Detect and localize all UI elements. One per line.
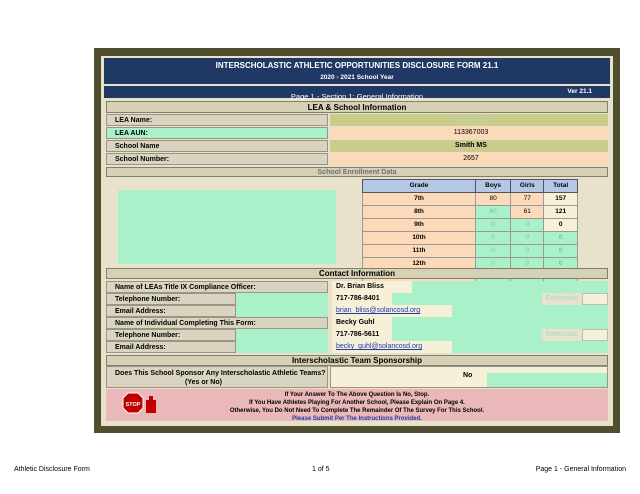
- boys-cell[interactable]: 80: [476, 193, 511, 206]
- grade-cell: 8th: [363, 206, 476, 219]
- col-total: Total: [544, 180, 578, 193]
- table-row: [363, 219, 578, 232]
- note-submit: Please Submit Per The Instructions Provided.: [292, 416, 422, 422]
- girls-cell[interactable]: 77: [511, 193, 544, 206]
- footer-right: Page 1 - General Information: [535, 466, 626, 473]
- total-cell: 121: [544, 206, 578, 219]
- col-boys: Boys: [476, 180, 511, 193]
- col-grade: Grade: [363, 180, 476, 193]
- boys-cell[interactable]: 0: [476, 245, 511, 258]
- school-name-field[interactable]: [330, 140, 608, 152]
- total-cell: 157: [544, 193, 578, 206]
- table-row: [363, 232, 578, 245]
- phone2-spacer: [236, 329, 328, 341]
- enrollment-blank-area: [118, 190, 336, 264]
- note-stop: If Your Answer To The Above Question Is No, Stop.: [284, 392, 430, 398]
- email2-label: Email Address:: [106, 341, 236, 353]
- sponsorship-question-text: Does This School Sponsor Any Interscholastic Athletic Teams?: [115, 370, 326, 377]
- version-label: Ver 21.1: [567, 88, 592, 95]
- phone2-label: Telephone Number:: [106, 329, 236, 341]
- stop-sign-text: STOP: [125, 402, 141, 408]
- girls-cell[interactable]: 0: [511, 232, 544, 245]
- email1-highlight: [452, 305, 608, 317]
- phone1-spacer: [236, 293, 328, 305]
- email2-spacer: [236, 341, 328, 353]
- note-no-need: Otherwise, You Do Not Need To Complete The Remainder Of The Survey For This School.: [229, 408, 485, 414]
- page-section-title: Page 1 - Section 1: General Information: [290, 92, 424, 101]
- form-title: INTERSCHOLASTIC ATHLETIC OPPORTUNITIES DISCLOSURE FORM 21.1: [215, 61, 499, 70]
- grade-cell: 10th: [363, 232, 476, 245]
- sponsorship-question: [106, 366, 328, 388]
- ext2-field[interactable]: [582, 329, 608, 341]
- total-cell: 0: [544, 232, 578, 245]
- answer-highlight: [487, 373, 607, 387]
- table-row: [363, 206, 578, 219]
- phone1-value: 717-786-8401: [336, 295, 380, 302]
- officer-label: Name of LEAs Title IX Compliance Officer:: [106, 281, 328, 293]
- phone2-value: 717-786-5611: [336, 331, 380, 338]
- grade-cell: 12th: [363, 258, 476, 271]
- school-name-value: Smith MS: [455, 142, 487, 149]
- lea-name-field[interactable]: [330, 114, 608, 126]
- enrollment-heading: School Enrollment Data: [106, 167, 608, 177]
- school-number-label: School Number:: [106, 153, 328, 165]
- title-band: [104, 58, 610, 84]
- section-band: [104, 86, 610, 101]
- grade-cell: 7th: [363, 193, 476, 206]
- lea-aun-value: 113367003: [453, 129, 489, 136]
- school-number-value: 2657: [463, 155, 479, 162]
- lea-aun-label: LEA AUN:: [106, 127, 328, 139]
- lea-aun-field[interactable]: [330, 127, 608, 139]
- lea-name-value: Solanco SD: [452, 116, 490, 123]
- girls-cell[interactable]: 0: [511, 258, 544, 271]
- phone2-highlight: [392, 329, 542, 341]
- girls-cell[interactable]: 61: [511, 206, 544, 219]
- boys-cell[interactable]: 0: [476, 258, 511, 271]
- sponsorship-heading: Interscholastic Team Sponsorship: [106, 355, 608, 366]
- school-year: 2020 - 2021 School Year: [320, 74, 394, 81]
- stop-notice: [106, 389, 608, 421]
- school-number-field[interactable]: [330, 153, 608, 165]
- footer-left: Athletic Disclosure Form: [14, 466, 90, 473]
- sponsorship-answer-field[interactable]: [330, 366, 608, 388]
- school-name-label: School Name: [106, 140, 328, 152]
- table-row: [363, 245, 578, 258]
- officer-field-highlight: [412, 281, 608, 293]
- total-cell: 0: [544, 219, 578, 232]
- boys-cell[interactable]: 0: [476, 219, 511, 232]
- sponsorship-question-sub: (Yes or No): [185, 379, 222, 386]
- phone1-label: Telephone Number:: [106, 293, 236, 305]
- officer-value: Dr. Brian Bliss: [336, 283, 384, 290]
- email1-label: Email Address:: [106, 305, 236, 317]
- email1-spacer: [236, 305, 328, 317]
- email1-link[interactable]: brian_bliss@solancosd.org: [336, 307, 421, 314]
- stop-sign-icon: [122, 392, 158, 418]
- total-cell: 0: [544, 258, 578, 271]
- lea-name-label: LEA Name:: [106, 114, 328, 126]
- contact-heading: Contact Information: [106, 268, 608, 279]
- phone1-highlight: [392, 293, 542, 305]
- girls-cell[interactable]: 0: [511, 245, 544, 258]
- email2-highlight: [452, 341, 608, 353]
- phone1-field[interactable]: [332, 293, 392, 305]
- ext1-label: Extension:: [546, 295, 579, 302]
- email2-link[interactable]: becky_guhl@solancosd.org: [336, 343, 423, 350]
- completer-value: Becky Guhl: [336, 319, 375, 326]
- phone2-field[interactable]: [332, 329, 392, 341]
- completer-label: Name of Individual Completing This Form:: [106, 317, 328, 329]
- grade-cell: 9th: [363, 219, 476, 232]
- ext1-field[interactable]: [582, 293, 608, 305]
- lea-section-heading: LEA & School Information: [106, 101, 608, 113]
- ext2-label: Extension:: [546, 331, 579, 338]
- girls-cell[interactable]: 0: [511, 219, 544, 232]
- col-girls: Girls: [511, 180, 544, 193]
- completer-field[interactable]: [332, 317, 392, 329]
- table-row: [363, 193, 578, 206]
- sponsorship-answer: No: [463, 372, 473, 379]
- boys-cell[interactable]: 60: [476, 206, 511, 219]
- total-cell: 0: [544, 245, 578, 258]
- note-other-school: If You Have Athletes Playing For Another School, Please Explain On Page 4.: [249, 400, 465, 406]
- email1-field[interactable]: [332, 305, 452, 317]
- grade-cell: 11th: [363, 245, 476, 258]
- officer-field[interactable]: [332, 281, 412, 293]
- footer-page-count: 1 of 5: [312, 466, 330, 473]
- boys-cell[interactable]: 0: [476, 232, 511, 245]
- email2-field[interactable]: [332, 341, 452, 353]
- completer-highlight: [392, 317, 608, 329]
